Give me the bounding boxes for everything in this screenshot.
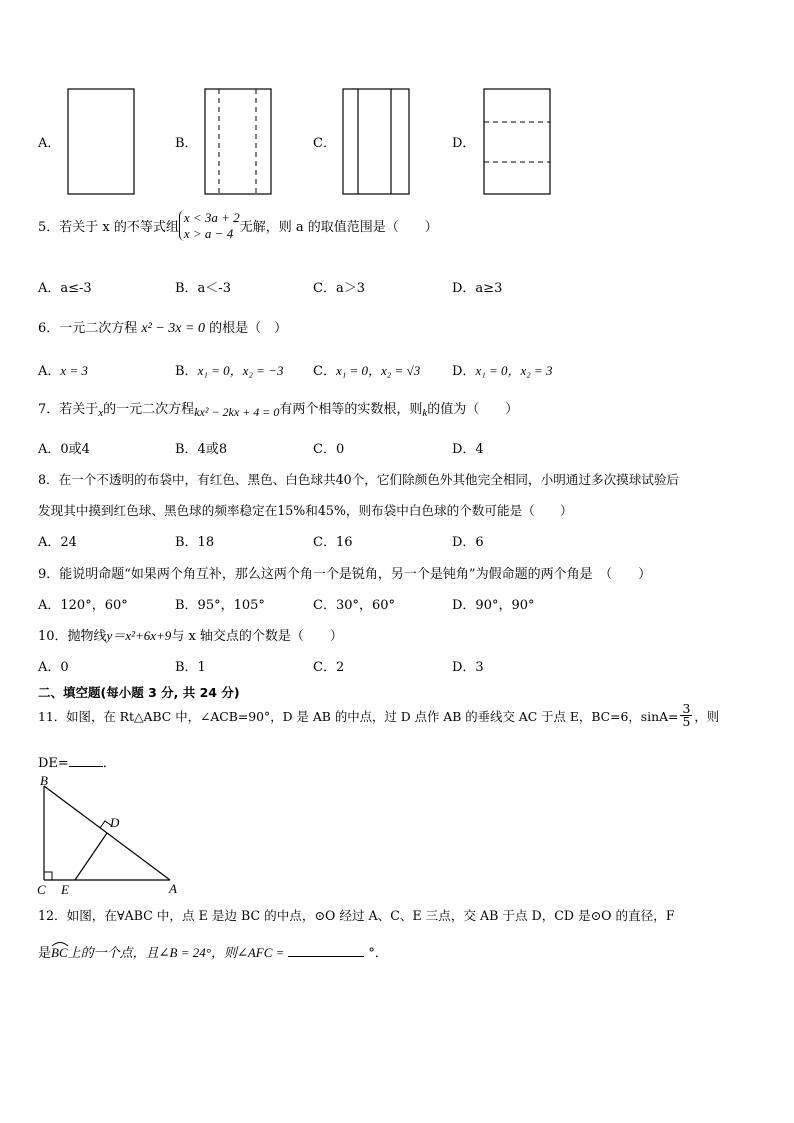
figure-option-c — [341, 88, 411, 196]
q8-line1: 8．在一个不透明的布袋中，有红色、黑色、白色球共40个，它们除颜色外其他完全相同，小明通过多次摸球试验后 — [38, 472, 680, 487]
q11-fraction — [680, 703, 692, 729]
q10-prefix: 10．抛物线 — [38, 629, 107, 644]
q10-equation: y＝x²+6x+9 — [106, 628, 172, 643]
q5-inequality-system — [179, 210, 240, 241]
segment-de — [75, 833, 107, 880]
q9-option-b: B．95°，105° — [175, 598, 265, 613]
q6-option-d — [452, 360, 553, 379]
q6-option-b-value: x₁ = 0，x₂ = −3 — [197, 363, 284, 378]
q7-option-d: D．4 — [452, 442, 484, 457]
q7-equation: kx² − 2kx + 4 = 0 — [194, 405, 280, 419]
q5-ineq1: x < 3a + 2 — [183, 210, 240, 225]
point-b-label: B — [40, 773, 48, 788]
q5-option-c: C．a＞3 — [313, 281, 365, 296]
question-5 — [38, 210, 438, 241]
figure-c-rect — [343, 89, 409, 194]
q12-arc-bc — [51, 945, 68, 961]
figure-a-rect — [68, 89, 134, 194]
q11-frac-den: 5 — [682, 714, 691, 730]
point-d-label: D — [110, 815, 120, 830]
q11-de-label: DE= — [38, 756, 69, 771]
q12-line2-start: 是 — [38, 946, 52, 961]
q12-line2-end: °． — [368, 946, 388, 961]
q10-suffix: 与 x 轴交点的个数是（ ） — [171, 629, 343, 644]
q10-option-a: A．0 — [38, 660, 69, 675]
q10-option-d: D．3 — [452, 660, 484, 675]
q7-var-x: x — [98, 407, 104, 419]
q10-option-b: B．1 — [175, 660, 206, 675]
question-10 — [38, 625, 343, 644]
q11-tail: ，则 — [694, 708, 720, 724]
q7-var-k: k — [422, 407, 428, 419]
q8-option-a: A．24 — [38, 535, 77, 550]
q6-option-a — [38, 360, 88, 379]
q9-text: 9．能说明命题“如果两个角互补，那么这两个角一个是锐角，另一个是钝角”为假命题的两个角是 （ ） — [38, 567, 652, 582]
q11-triangle-figure — [34, 772, 184, 896]
q12-line2-mid: 上的一个点，且∠B = 24°，则∠AFC = — [67, 945, 285, 960]
q6-option-d-value: x₁ = 0，x₂ = 3 — [475, 363, 553, 378]
q6-suffix: 的根是（ ） — [209, 321, 288, 336]
q6-option-b — [175, 360, 283, 379]
q10-option-c: C．2 — [313, 660, 345, 675]
q8-option-d: D．6 — [452, 535, 484, 550]
q7-part3: 有两个相等的实数根，则 — [279, 402, 423, 417]
q9-option-d: D．90°，90° — [452, 598, 535, 613]
q12-arc-label: BC — [51, 945, 68, 960]
q6-option-c — [313, 360, 420, 379]
q11-frac-num: 3 — [682, 701, 691, 716]
q8-line2: 发现其中摸到红色球、黑色球的频率稳定在15%和45%，则布袋中白色球的个数可能是（ ） — [38, 503, 573, 518]
q7-part1: 7．若关于 — [38, 402, 99, 417]
q9-option-a: A．120°，60° — [38, 598, 128, 613]
right-angle-c — [44, 872, 52, 880]
q6-equation: x² − 3x = 0 — [141, 321, 205, 336]
q6-prefix: 6．一元二次方程 — [38, 321, 138, 336]
q12-line2 — [38, 942, 388, 961]
q5-ineq2: x > a − 4 — [183, 225, 234, 241]
q5-option-a: A．a≤-3 — [38, 281, 92, 296]
option-a-label: A． — [38, 136, 61, 151]
q6-option-c-label: C． — [313, 364, 336, 379]
q5-option-b: B．a＜-3 — [175, 281, 231, 296]
q6-option-a-value: x = 3 — [60, 363, 88, 378]
q11-line2 — [38, 752, 116, 771]
q12-line1: 12．如图，在∀ABC 中，点 E 是边 BC 的中点，⊙O 经过 A、C、E 三点，交 AB 于点 D，CD 是⊙O 的直径，F — [38, 908, 675, 923]
question-7 — [38, 398, 518, 420]
option-c-label: C． — [313, 136, 336, 151]
q7-option-b: B．4或8 — [175, 442, 228, 457]
q11-text: 11．如图，在 Rt△ABC 中，∠ACB=90°，D 是 AB 的中点，过 D 点作 AB 的垂线交 AC 于点 E，BC=6，sinA= — [38, 708, 679, 724]
point-a-label: A — [169, 881, 177, 896]
arc-symbol-icon — [51, 941, 69, 947]
q6-option-b-label: B． — [175, 364, 198, 379]
figure-option-a — [66, 88, 136, 196]
option-d-label: D． — [452, 136, 476, 151]
figure-option-b — [203, 88, 273, 196]
figure-d-rect — [484, 89, 550, 194]
question-6 — [38, 317, 287, 337]
q5-prefix: 5．若关于 x 的不等式组 — [38, 220, 179, 236]
q9-option-c: C．30°，60° — [313, 598, 396, 613]
figure-b-rect — [205, 89, 271, 194]
q11-line2-end: ． — [102, 756, 116, 771]
q8-option-b: B．18 — [175, 535, 215, 550]
question-11 — [38, 703, 719, 729]
q8-option-c: C．16 — [313, 535, 353, 550]
q6-option-a-label: A． — [38, 364, 61, 379]
section-2-heading: 二、填空题(每小题 3 分, 共 24 分) — [38, 685, 240, 700]
q7-option-c: C．0 — [313, 442, 345, 457]
q7-part2: 的一元二次方程 — [103, 402, 195, 417]
figure-option-d — [482, 88, 552, 196]
point-e-label: E — [61, 882, 69, 896]
q7-part4: 的值为（ ） — [427, 402, 519, 417]
q6-option-d-label: D． — [452, 364, 476, 379]
q6-option-c-value: x₁ = 0，x₂ = √3 — [335, 363, 421, 378]
q7-option-a: A．0或4 — [38, 442, 90, 457]
q11-answer-blank[interactable] — [69, 766, 103, 767]
q5-option-d: D．a≥3 — [452, 281, 503, 296]
q12-answer-blank[interactable] — [288, 956, 364, 957]
q5-suffix: 无解，则 a 的取值范围是（ ） — [239, 220, 438, 236]
point-c-label: C — [37, 882, 46, 896]
option-b-label: B． — [175, 136, 198, 151]
